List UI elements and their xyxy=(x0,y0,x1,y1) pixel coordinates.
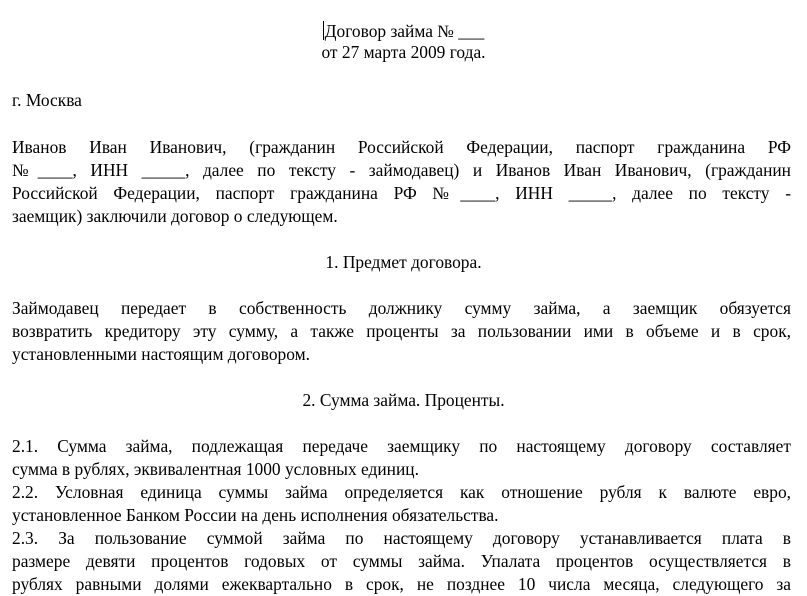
document-city: г. Москва xyxy=(12,90,82,110)
section2-line: размере девяти процентов годовых от суммы займа. Упалата процентов осуществляется в xyxy=(12,551,791,571)
section2-line: 2.2. Условная единица суммы займа определяется как отношение рубля к валюте евро, xyxy=(12,482,791,502)
text-cursor xyxy=(323,21,324,40)
section2-line: 2.1. Сумма займа, подлежащая передаче заемщику по настоящему договору составляет xyxy=(12,436,791,456)
section2-line: установленное Банком России на день исполнения обязательства. xyxy=(12,505,499,525)
section2-line: рублях равными долями ежеквартально в срок, не позднее 10 числа месяца, следующего за xyxy=(12,574,791,594)
document-title: Договор займа № ___ xyxy=(324,21,485,41)
document-date: от 27 марта 2009 года. xyxy=(321,42,486,62)
section2-line: 2.3. За пользование суммой займа по настоящему договору устанавливается плата в xyxy=(12,528,791,548)
preamble-line: заемщик) заключили договор о следующем. xyxy=(12,206,338,226)
preamble-line: №____, ИНН _____, далее по тексту - займодавец) и Иванов Иван Иванович, (гражданин xyxy=(12,160,791,180)
section1-line: установленными настоящим договором. xyxy=(12,344,310,364)
section1-line: возвратить кредитору эту сумму, а также проценты за пользовании ими в объеме и в срок, xyxy=(12,321,791,341)
preamble-line: Иванов Иван Иванович, (гражданин Российской Федерации, паспорт гражданина РФ xyxy=(12,137,791,157)
section1-line: Займодавец передает в собственность должнику сумму займа, а заемщик обязуется xyxy=(12,298,791,318)
section1-heading: 1. Предмет договора. xyxy=(325,252,482,272)
section2-heading: 2. Сумма займа. Проценты. xyxy=(302,390,505,410)
section2-line: сумма в рублях, эквивалентная 1000 условных единиц. xyxy=(12,459,419,479)
preamble-line: Российской Федерации, паспорт гражданина РФ №____, ИНН _____, далее по тексту - xyxy=(12,183,791,203)
